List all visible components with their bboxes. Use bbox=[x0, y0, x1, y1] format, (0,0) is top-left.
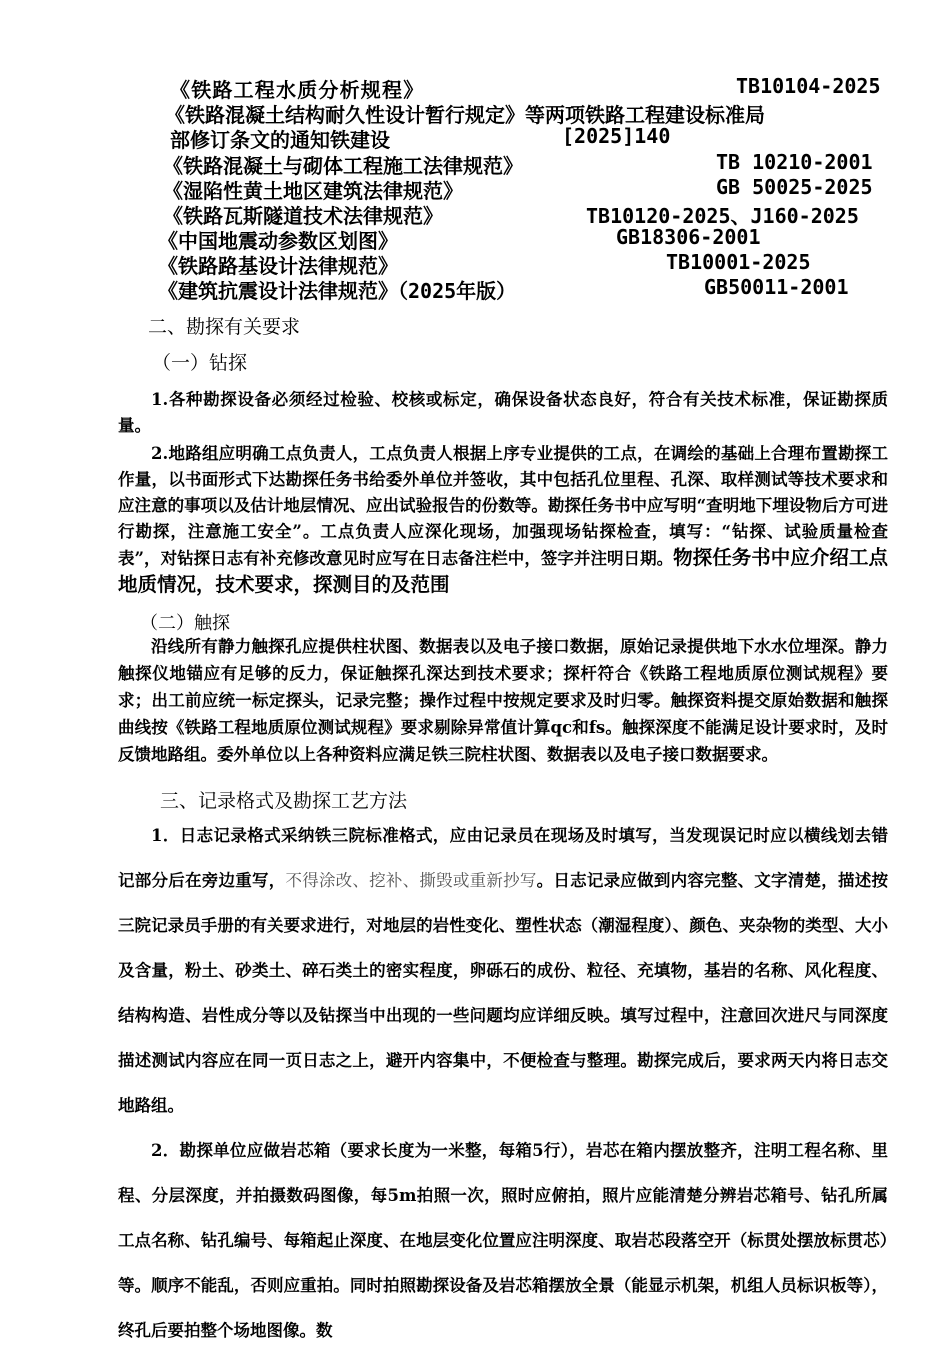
standard-code-1: TB10104-2025 bbox=[736, 74, 881, 98]
drilling-paragraph-1: 1.各种勘探设备必须经过检验、校核或标定，确保设备状态良好，符合有关技术标准，保证勘探质量。 bbox=[118, 390, 888, 435]
probing-paragraph: 沿线所有静力触探孔应提供柱状图、数据表以及电子接口数据，原始记录提供地下水水位埋深。静力触探仪地锚应有足够的反力，保证触探孔深达到技术要求；探杆符合《铁路工程地质原位测试规程》要求；出工前应统一标定探头，记录完整；操作过程中按规定要求及时归零。触探资料提交原始数据和触探曲线按《铁路工程地质原位测试规程》要求剔除异常值计算qc和fs。触探深度不能满足设计要求时，及时反馈地路组。委外单位以上各种资料应满足铁三院柱状图、数据表以及电子接口数据要求。 bbox=[118, 637, 888, 764]
standard-line-3: 部修订条文的通知铁建设 bbox=[170, 128, 390, 152]
record-paragraph-2: 2．勘探单位应做岩芯箱（要求长度为一米整，每箱5行），岩芯在箱内摆放整齐，注明工程名称、里程、分层深度，并拍摄数码图像，每5m拍照一次，照时应俯拍，照片应能清楚分辨岩芯箱号、钻孔所属工点名称、钻孔编号、每箱起止深度、在地层变化位置应注明深度、取岩芯段落空开（标贯处摆放标贯芯）等。顺序不能乱，否则应重拍。同时拍照勘探设备及岩芯箱摆放全景（能显示机架，机组人员标识板等），终孔后要拍整个场地图像。数 bbox=[118, 1141, 888, 1340]
standard-line-8: 《铁路路基设计法律规范》 bbox=[158, 254, 398, 278]
standard-line-6: 《铁路瓦斯隧道技术法律规范》 bbox=[163, 204, 443, 228]
standard-code-6: TB10120-2025、J160-2025 bbox=[586, 204, 859, 228]
standard-code-5: GB 50025-2025 bbox=[716, 175, 873, 199]
standard-line-2: 《铁路混凝土结构耐久性设计暂行规定》等两项铁路工程建设标准局 bbox=[165, 103, 765, 127]
subsection-drilling-title: （一）钻探 bbox=[152, 352, 248, 374]
drilling-paragraph-2-tail: 物探任务书中应介绍工点地质情况，技术要求，探测目的及范围 bbox=[118, 546, 888, 596]
drilling-section bbox=[118, 387, 888, 599]
standard-line-9: 《建筑抗震设计法律规范》（2025年版） bbox=[158, 279, 517, 303]
record-paragraph-1 bbox=[118, 813, 888, 1128]
standard-code-8: TB10001-2025 bbox=[666, 250, 811, 274]
record-paragraph-1-a: 1．日志记录格式采纳铁三院标准格式，应由记录员在现场及时填写，当发现误记时应以横线划去错记部分后在旁边重写， bbox=[118, 826, 888, 890]
standard-code-4: TB 10210-2001 bbox=[716, 150, 873, 174]
standard-code-7: GB18306-2001 bbox=[616, 225, 761, 249]
drilling-paragraph-2 bbox=[118, 441, 888, 599]
standard-title: 《铁路工程水质分析规程》 bbox=[170, 78, 425, 102]
standard-line-4: 《铁路混凝土与砌体工程施工法律规范》 bbox=[163, 154, 523, 178]
standard-code-9: GB50011-2001 bbox=[704, 275, 849, 299]
probing-section bbox=[118, 633, 888, 768]
standard-code-3: [2025]140 bbox=[562, 124, 671, 148]
drilling-paragraph-2-text: 2.地路组应明确工点负责人，工点负责人根据上序专业提供的工点，在调绘的基础上合理布置勘探工作量，以书面形式下达勘探任务书给委外单位并签收，其中包括孔位里程、孔深、取样测试等技术要求和应注意的事项以及估计地层情况、应出试验报告的份数等。勘探任务书中应写明“查明地下埋设物后方可进行勘探，注意施工安全”。工点负责人应深化现场，加强现场钻探检查，填写：“钻探、试验质量检查表”，对钻探日志有补充修改意见时应写在日志备注栏中，签字并注明日期。 bbox=[118, 444, 888, 568]
standard-line-7: 《中国地震动参数区划图》 bbox=[158, 229, 398, 253]
section-3-title: 三、记录格式及勘探工艺方法 bbox=[160, 790, 408, 812]
record-paragraph-1-b: 不得涂改、挖补、撕毁或重新抄写 bbox=[285, 871, 537, 890]
record-paragraph-1-c: 。日志记录应做到内容完整、文字清楚，描述按三院记录员手册的有关要求进行，对地层的岩性变化、塑性状态（潮湿程度）、颜色、夹杂物的类型、大小及含量，粉土、砂类土、碎石类土的密实程度，卵砾石的成份、粒径、充填物，基岩的名称、风化程度、结构构造、岩性成分等以及钻探当中出现的一些问题均应详细反映。填写过程中，注意回次进尺与同深度描述测试内容应在同一页日志之上，避开内容集中，不便检查与整理。勘探完成后，要求两天内将日志交地路组。 bbox=[118, 871, 889, 1115]
standard-line-5: 《湿陷性黄土地区建筑法律规范》 bbox=[163, 179, 463, 203]
record-section bbox=[118, 813, 888, 1353]
section-2-title: 二、勘探有关要求 bbox=[148, 316, 301, 338]
subsection-probing-title: （二）触探 bbox=[140, 613, 230, 634]
